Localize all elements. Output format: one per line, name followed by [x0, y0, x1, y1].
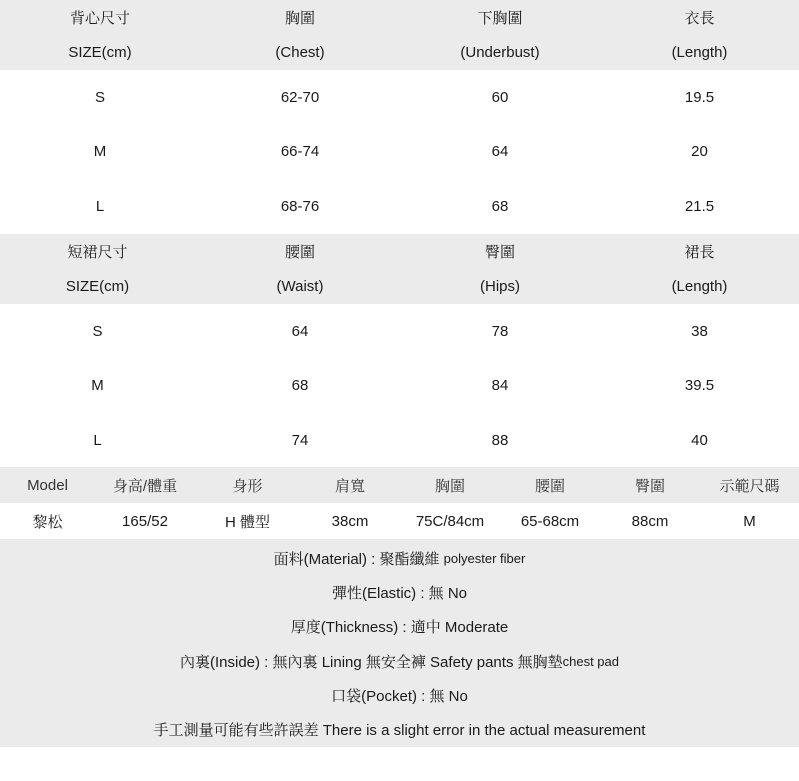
underbust-cell: 60 — [491, 88, 509, 106]
model-info-table — [0, 467, 799, 539]
skirt-header-waist-en: (Waist) — [276, 278, 324, 295]
waist-cell: 68 — [291, 377, 309, 395]
vest-table-body — [0, 70, 799, 234]
skirt-header-length: 裙長 — [684, 244, 715, 261]
table-row — [0, 413, 799, 468]
inside-text: 內裏(Inside) : 無內裏 Lining 無安全褲 Safety pants 無胸墊 — [180, 653, 563, 671]
pocket-note: 口袋(Pocket) : 無 No — [331, 687, 468, 705]
model-height-weight: 165/52 — [122, 512, 168, 530]
chest-cell: 68-76 — [280, 197, 320, 215]
size-cell: M — [93, 143, 107, 161]
table-row — [0, 125, 799, 180]
size-cell: S — [92, 322, 103, 340]
length-cell: 20 — [691, 143, 708, 161]
model-header-shoulder: 肩寬 — [334, 477, 365, 495]
length-cell: 39.5 — [684, 377, 715, 395]
model-header-body-shape: 身形 — [232, 477, 263, 495]
inside-text-en: chest pad — [562, 653, 619, 669]
skirt-header-length-en: (Length) — [671, 278, 728, 295]
table-row — [0, 503, 799, 539]
model-size-worn: M — [743, 512, 756, 530]
model-body-shape: H 體型 — [224, 513, 270, 531]
model-header-size-worn: 示範尺碼 — [719, 477, 780, 495]
model-waist: 65-68cm — [520, 512, 580, 530]
model-name: 黎松 — [32, 513, 63, 531]
table-row — [0, 70, 799, 125]
skirt-header-size: 短裙尺寸 — [67, 244, 128, 261]
size-cell: M — [91, 377, 104, 395]
vest-header-size: 背心尺寸 — [69, 10, 130, 27]
table-row — [0, 179, 799, 234]
underbust-cell: 64 — [491, 143, 509, 161]
size-cell: S — [94, 88, 105, 106]
length-cell: 19.5 — [684, 88, 715, 106]
inside-note — [180, 644, 619, 678]
table-row — [0, 304, 799, 359]
chest-cell: 62-70 — [280, 88, 320, 106]
measurement-error-note: 手工測量可能有些許誤差 There is a slight error in the actual measurement — [153, 722, 646, 740]
waist-cell: 64 — [291, 322, 309, 340]
size-cell: L — [93, 431, 102, 449]
material-text-en: polyester fiber — [443, 550, 526, 566]
skirt-size-table — [0, 234, 799, 467]
size-cell: L — [95, 197, 105, 215]
product-notes — [0, 539, 799, 747]
model-header-waist: 腰圍 — [534, 477, 565, 495]
vest-header-underbust-en: (Underbust) — [460, 44, 540, 61]
skirt-header-hips: 臀圍 — [484, 244, 515, 261]
vest-header-size-en: SIZE(cm) — [68, 44, 132, 61]
skirt-table-body — [0, 304, 799, 468]
skirt-table-header — [0, 234, 799, 304]
hips-cell: 78 — [491, 322, 509, 340]
vest-table-header — [0, 0, 799, 70]
model-hips: 88cm — [631, 512, 669, 530]
table-row — [0, 359, 799, 414]
underbust-cell: 68 — [491, 197, 509, 215]
footer-spacer — [0, 747, 799, 781]
length-cell: 40 — [691, 431, 708, 449]
vest-header-length-en: (Length) — [671, 44, 728, 61]
skirt-header-hips-en: (Hips) — [480, 278, 520, 295]
hips-cell: 84 — [491, 377, 509, 395]
length-cell: 38 — [691, 322, 708, 340]
thickness-note: 厚度(Thickness) : 適中 Moderate — [290, 619, 509, 637]
hips-cell: 88 — [491, 431, 509, 449]
skirt-header-size-en: SIZE(cm) — [65, 278, 130, 295]
vest-header-chest: 胸圍 — [284, 10, 315, 27]
skirt-header-waist: 腰圍 — [284, 244, 315, 261]
vest-header-underbust: 下胸圍 — [477, 10, 523, 27]
model-header-height-weight: 身高/體重 — [112, 477, 178, 495]
material-text: 面料(Material) : 聚酯纖維 — [273, 550, 440, 568]
elastic-note: 彈性(Elastic) : 無 No — [331, 584, 467, 602]
length-cell: 21.5 — [684, 197, 715, 215]
vest-header-length: 衣長 — [684, 10, 715, 27]
model-header-name: Model — [27, 476, 68, 494]
chest-cell: 66-74 — [280, 143, 320, 161]
vest-header-chest-en: (Chest) — [275, 44, 325, 61]
model-header-chest: 胸圍 — [434, 477, 465, 495]
material-note — [274, 541, 526, 575]
vest-size-table — [0, 0, 799, 234]
model-table-header — [0, 467, 799, 503]
model-chest: 75C/84cm — [415, 512, 485, 530]
model-shoulder: 38cm — [331, 512, 369, 530]
waist-cell: 74 — [291, 431, 309, 449]
model-header-hips: 臀圍 — [634, 477, 665, 495]
